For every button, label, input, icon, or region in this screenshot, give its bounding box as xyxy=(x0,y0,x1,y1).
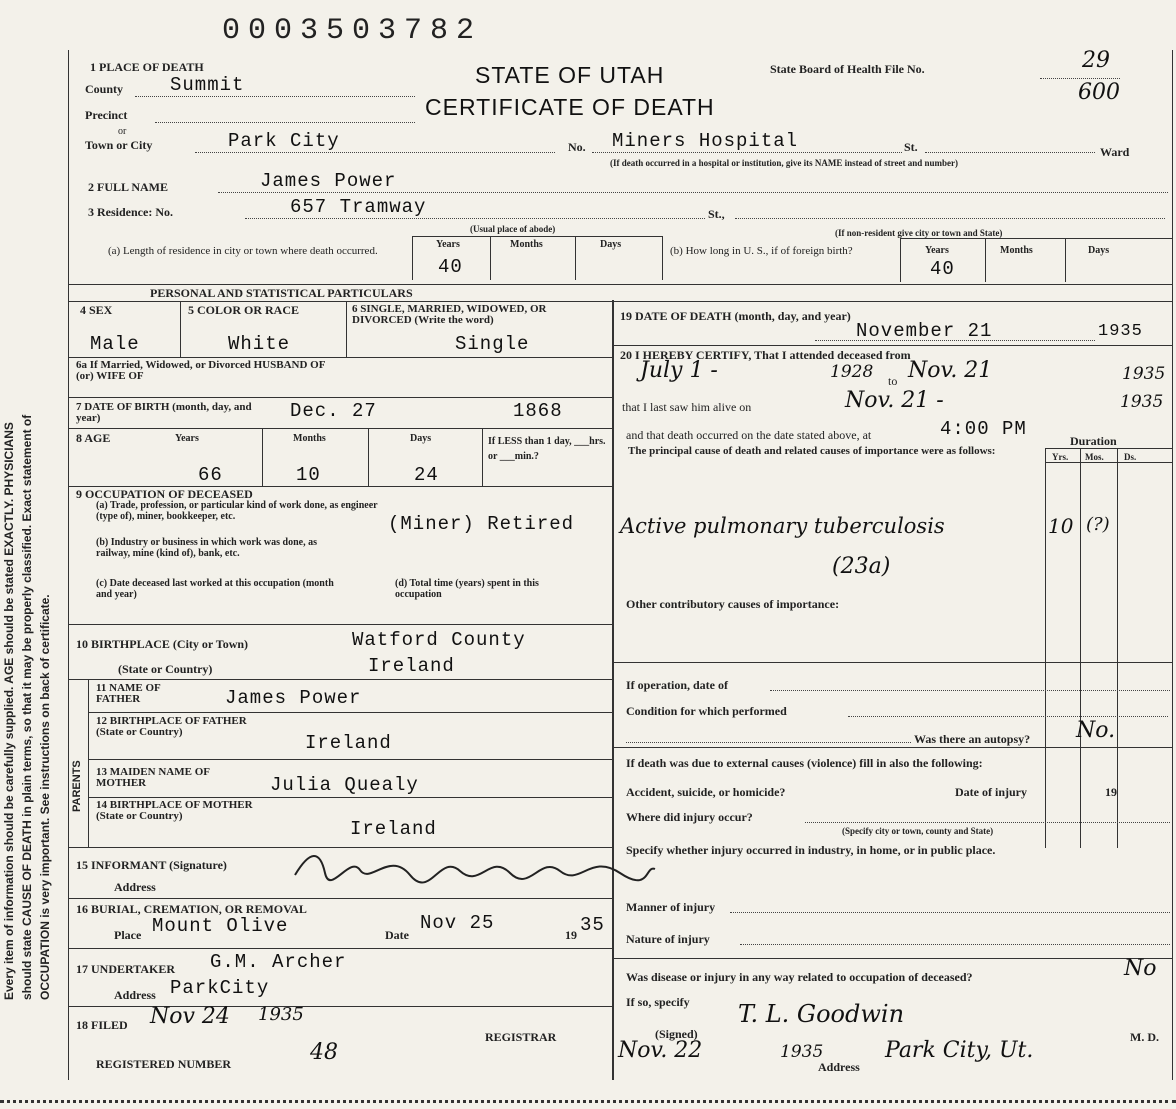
full-name-line xyxy=(218,192,1168,193)
race-value: White xyxy=(228,333,291,355)
duration-top xyxy=(1045,448,1172,449)
marital-value: Single xyxy=(455,333,530,355)
title-certificate: CERTIFICATE OF DEATH xyxy=(425,94,715,120)
filed-year: 1935 xyxy=(258,1004,304,1025)
last-saw-label: that I last saw him alive on xyxy=(622,400,752,414)
res-a-col2 xyxy=(490,236,491,280)
title-state: STATE OF UTAH xyxy=(475,62,665,88)
hospital-line xyxy=(592,152,902,153)
residence-st-line xyxy=(735,218,1165,219)
manner-line xyxy=(730,912,1170,913)
where-line xyxy=(805,822,1170,823)
precinct-label: Precinct xyxy=(85,108,128,122)
occupation-value: (Miner) Retired xyxy=(388,513,575,535)
race-label: 5 COLOR OR RACE xyxy=(188,303,300,317)
res-b-months-h: Months xyxy=(1000,245,1033,256)
row-6a-bottom xyxy=(68,397,612,398)
burial-date-label: Date xyxy=(385,928,409,942)
filed-label: 18 FILED xyxy=(76,1018,128,1032)
marital-label: 6 SINGLE, MARRIED, WIDOWED, OR DIVORCED (Write the word) xyxy=(352,303,547,326)
county-value: Summit xyxy=(170,74,245,96)
father-value: James Power xyxy=(225,687,362,709)
residence-line xyxy=(245,218,705,219)
registered-number-label: REGISTERED NUMBER xyxy=(96,1057,232,1071)
occupation-b: (b) Industry or business in which work was done, as railway, mine (kind of), bank, etc. xyxy=(96,537,317,559)
informant-bottom xyxy=(68,898,612,899)
parents-side-label: PARENTS xyxy=(71,760,83,812)
last-saw-value: Nov. 21 - xyxy=(845,388,944,413)
undertaker-label: 17 UNDERTAKER xyxy=(76,962,176,976)
duration-col1 xyxy=(1045,448,1046,848)
filed-date: Nov 24 xyxy=(150,1004,230,1029)
birthplace-country: Ireland xyxy=(368,655,455,677)
hospital-value: Miners Hospital xyxy=(612,130,799,152)
informant-signature-scribble xyxy=(290,845,660,892)
res-a-col1 xyxy=(412,236,413,280)
frame-right xyxy=(1172,50,1173,1080)
side-instruction-2: OCCUPATION is very important. See instructions on back of certificate. xyxy=(38,594,52,1000)
town-value: Park City xyxy=(228,130,340,152)
registrar-label: REGISTRAR xyxy=(485,1030,557,1044)
st-line xyxy=(925,152,1095,153)
father-bp-label: 12 BIRTHPLACE OF FATHER (State or Country) xyxy=(96,715,247,738)
occupation-a: (a) Trade, profession, or particular kind of work done, as engineer (type of), miner, bookkeeper, etc. xyxy=(96,500,378,522)
age-days-h: Days xyxy=(410,433,432,444)
duration-ds: Ds. xyxy=(1124,452,1137,462)
or-label: or xyxy=(118,126,127,137)
mother-bp-label: 14 BIRTHPLACE OF MOTHER (State or Country) xyxy=(96,799,253,822)
residence-label: 3 Residence: No. xyxy=(88,205,173,219)
mother-bp-value: Ireland xyxy=(350,818,437,840)
duration-col3 xyxy=(1117,448,1118,848)
age-months-h: Months xyxy=(293,433,326,444)
file-no-2: 600 xyxy=(1078,80,1120,105)
side-instruction-0: Every item of information should be carefully supplied. AGE should be stated EXACTLY. PHYSICIANS xyxy=(2,422,16,1000)
bottom-border xyxy=(0,1100,1176,1103)
certify-from: July 1 - xyxy=(640,358,718,383)
signed-address-label: Address xyxy=(818,1060,860,1074)
mother-bottom xyxy=(88,797,612,798)
dob-value: Dec. 27 xyxy=(290,400,377,422)
father-bp-value: Ireland xyxy=(305,732,392,754)
signed-address: Park City, Ut. xyxy=(885,1038,1034,1063)
frame-left xyxy=(68,50,69,1080)
duration-label: Duration xyxy=(1070,434,1117,448)
condition-label: Condition for which performed xyxy=(626,704,787,718)
burial-bottom xyxy=(68,948,612,949)
burial-label: 16 BURIAL, CREMATION, OR REMOVAL xyxy=(76,902,307,916)
age-years: 66 xyxy=(198,464,223,486)
age-col2 xyxy=(368,428,369,486)
signed-date: Nov. 22 xyxy=(618,1038,703,1063)
burial-place: Mount Olive xyxy=(152,915,289,937)
father-bp-bottom xyxy=(88,759,612,760)
occupation-d: (d) Total time (years) spent in this occupation xyxy=(395,578,539,600)
death-date-line xyxy=(815,340,1095,341)
operation-bottom xyxy=(612,747,1172,748)
operation-date-line xyxy=(770,690,1170,691)
res-a-col3 xyxy=(575,236,576,280)
row-9-bottom xyxy=(68,624,612,625)
residence-st-label: St., xyxy=(708,207,725,221)
full-name-value: James Power xyxy=(260,170,397,192)
burial-year-prefix: 19 xyxy=(565,928,577,942)
file-no-label: State Board of Health File No. xyxy=(770,62,925,76)
external-label: If death was due to external causes (violence) fill in also the following: xyxy=(626,756,983,770)
res-b-col3 xyxy=(1065,238,1066,282)
age-col3 xyxy=(482,428,483,486)
less-than-label: If LESS than 1 day, ___hrs. or ___min.? xyxy=(488,436,606,462)
sex-divider xyxy=(180,301,181,357)
birthplace-label: 10 BIRTHPLACE (City or Town) xyxy=(76,637,249,651)
ward-label: Ward xyxy=(1100,145,1130,159)
injury-date-label: Date of injury xyxy=(955,785,1027,799)
cause-code: (23a) xyxy=(832,554,891,579)
age-label: 8 AGE xyxy=(76,431,111,445)
autopsy-label: Was there an autopsy? xyxy=(914,732,1031,746)
row-10-bottom xyxy=(68,679,612,680)
res-a-col4 xyxy=(662,236,663,280)
death-date-year: 1935 xyxy=(1098,322,1143,341)
autopsy-line xyxy=(626,742,911,743)
where-label: Where did injury occur? xyxy=(626,810,753,824)
certify-to-label: to xyxy=(888,374,898,388)
town-line xyxy=(195,152,555,153)
hospital-note: (If death occurred in a hospital or institution, give its NAME instead of street and number) xyxy=(610,158,959,168)
death-time-label: and that death occurred on the date stated above, at xyxy=(626,428,872,442)
abode-note: (Usual place of abode) xyxy=(470,224,556,234)
duration-yrs: Yrs. xyxy=(1052,452,1069,462)
death-date-value: November 21 xyxy=(856,320,993,342)
precinct-line xyxy=(155,122,415,123)
nonresident-note: (If non-resident give city or town and State) xyxy=(835,228,1003,238)
occupation-related-label: Was disease or injury in any way related to occupation of deceased? xyxy=(626,970,973,984)
other-causes-label: Other contributory causes of importance: xyxy=(626,597,840,611)
mother-label: 13 MAIDEN NAME OF MOTHER xyxy=(96,766,210,789)
full-name-label: 2 FULL NAME xyxy=(88,180,169,194)
cause-section-bottom xyxy=(612,662,1172,663)
certify-label: 20 I HEREBY CERTIFY, That I attended deceased from xyxy=(620,348,911,362)
informant-signature-svg xyxy=(290,845,660,885)
residence-value: 657 Tramway xyxy=(290,196,427,218)
cause-label: The principal cause of death and related causes of importance were as follows: xyxy=(628,445,996,457)
occupation-label: 9 OCCUPATION OF DECEASED xyxy=(76,487,253,501)
serial-number: 0003503782 xyxy=(222,14,483,48)
death-date-bottom xyxy=(612,345,1172,346)
spouse-label: 6a If Married, Widowed, or Divorced HUSBAND OF (or) WIFE OF xyxy=(76,359,326,382)
personal-heading-line xyxy=(68,301,1172,302)
md-label: M. D. xyxy=(1130,1030,1159,1044)
res-b-days-h: Days xyxy=(1088,245,1110,256)
certify-from-year: 1928 xyxy=(830,362,874,382)
no-label: No. xyxy=(568,140,586,154)
parents-divider xyxy=(88,679,89,847)
res-table-bottom xyxy=(68,284,1172,285)
informant-address-label: Address xyxy=(114,880,156,894)
dob-label: 7 DATE OF BIRTH (month, day, and year) xyxy=(76,401,252,424)
death-time: 4:00 PM xyxy=(940,418,1027,440)
place-of-death-label: 1 PLACE OF DEATH xyxy=(90,60,204,74)
burial-place-label: Place xyxy=(114,928,142,942)
file-no-line xyxy=(1040,78,1120,79)
personal-heading: PERSONAL AND STATISTICAL PARTICULARS xyxy=(150,286,413,300)
duration-mos: Mos. xyxy=(1085,452,1104,462)
injury-year-prefix: 19 xyxy=(1105,785,1117,799)
age-days: 24 xyxy=(414,464,439,486)
res-a-label: (a) Length of residence in city or town where death occurred. xyxy=(108,245,378,257)
res-table-top xyxy=(412,236,662,237)
specify-label: Specify whether injury occurred in industry, in home, or in public place. xyxy=(626,843,996,857)
file-no: 29 xyxy=(1082,48,1110,73)
dob-year: 1868 xyxy=(513,400,563,422)
signed-label: (Signed) xyxy=(655,1027,698,1041)
manner-label: Manner of injury xyxy=(626,900,716,914)
nature-label: Nature of injury xyxy=(626,932,710,946)
last-saw-year: 1935 xyxy=(1120,392,1164,412)
race-divider xyxy=(346,301,347,357)
signed-year: 1935 xyxy=(780,1042,824,1062)
occupation-c: (c) Date deceased last worked at this occupation (month and year) xyxy=(96,578,334,600)
death-date-label: 19 DATE OF DEATH (month, day, and year) xyxy=(620,309,851,323)
res-a-months-h: Months xyxy=(510,239,543,250)
duration-header-bottom xyxy=(1045,462,1172,463)
res-b-col1 xyxy=(900,238,901,282)
birthplace-state-label: (State or Country) xyxy=(118,662,213,676)
signed-signature: T. L. Goodwin xyxy=(738,1000,905,1028)
cause-value: Active pulmonary tuberculosis xyxy=(620,514,945,538)
accident-label: Accident, suicide, or homicide? xyxy=(626,785,786,799)
condition-line xyxy=(848,716,1168,717)
sex-label: 4 SEX xyxy=(80,303,113,317)
age-years-h: Years xyxy=(175,433,199,444)
res-a-years-h: Years xyxy=(436,239,460,250)
undertaker-address: ParkCity xyxy=(170,977,270,999)
st-label: St. xyxy=(904,140,918,154)
registered-number: 48 xyxy=(310,1040,338,1065)
father-bottom xyxy=(88,712,612,713)
certify-to: Nov. 21 xyxy=(908,358,993,383)
res-b-years-h: Years xyxy=(925,245,949,256)
cause-months: (?) xyxy=(1086,514,1110,535)
res-b-col2 xyxy=(985,238,986,282)
county-label: County xyxy=(85,82,124,96)
res-table-top-b xyxy=(900,238,1172,239)
sex-value: Male xyxy=(90,333,140,355)
undertaker-address-label: Address xyxy=(114,988,156,1002)
operation-date-label: If operation, date of xyxy=(626,678,728,692)
mother-value: Julia Quealy xyxy=(270,774,419,796)
nature-line xyxy=(740,944,1170,945)
burial-date: Nov 25 xyxy=(420,912,495,934)
cause-years: 10 xyxy=(1048,514,1074,538)
certify-to-year: 1935 xyxy=(1122,364,1166,384)
res-a-days-h: Days xyxy=(600,239,622,250)
father-label: 11 NAME OF FATHER xyxy=(96,682,161,705)
row-6-bottom xyxy=(68,357,612,358)
res-b-years: 40 xyxy=(930,258,955,280)
specify2-label: If so, specify xyxy=(626,995,690,1009)
informant-label: 15 INFORMANT (Signature) xyxy=(76,858,227,872)
age-col1 xyxy=(262,428,263,486)
age-months: 10 xyxy=(296,464,321,486)
county-line xyxy=(135,96,415,97)
frame-middle xyxy=(612,300,614,1080)
town-label: Town or City xyxy=(85,138,153,152)
side-instruction-1: should state CAUSE OF DEATH in plain terms, so that it may be properly classified. Exact statement of xyxy=(20,414,34,1000)
autopsy-value: No. xyxy=(1076,718,1116,743)
res-a-years: 40 xyxy=(438,256,463,278)
where-note: (Specify city or town, county and State) xyxy=(842,826,994,836)
row-7-bottom xyxy=(68,428,612,429)
external-bottom xyxy=(612,958,1172,959)
birthplace-city: Watford County xyxy=(352,629,526,651)
undertaker-value: G.M. Archer xyxy=(210,951,347,973)
burial-year: 35 xyxy=(580,914,605,936)
duration-col2 xyxy=(1080,448,1081,848)
occupation-related-answer: No xyxy=(1124,956,1157,981)
res-b-label: (b) How long in U. S., if of foreign birth? xyxy=(670,245,853,257)
